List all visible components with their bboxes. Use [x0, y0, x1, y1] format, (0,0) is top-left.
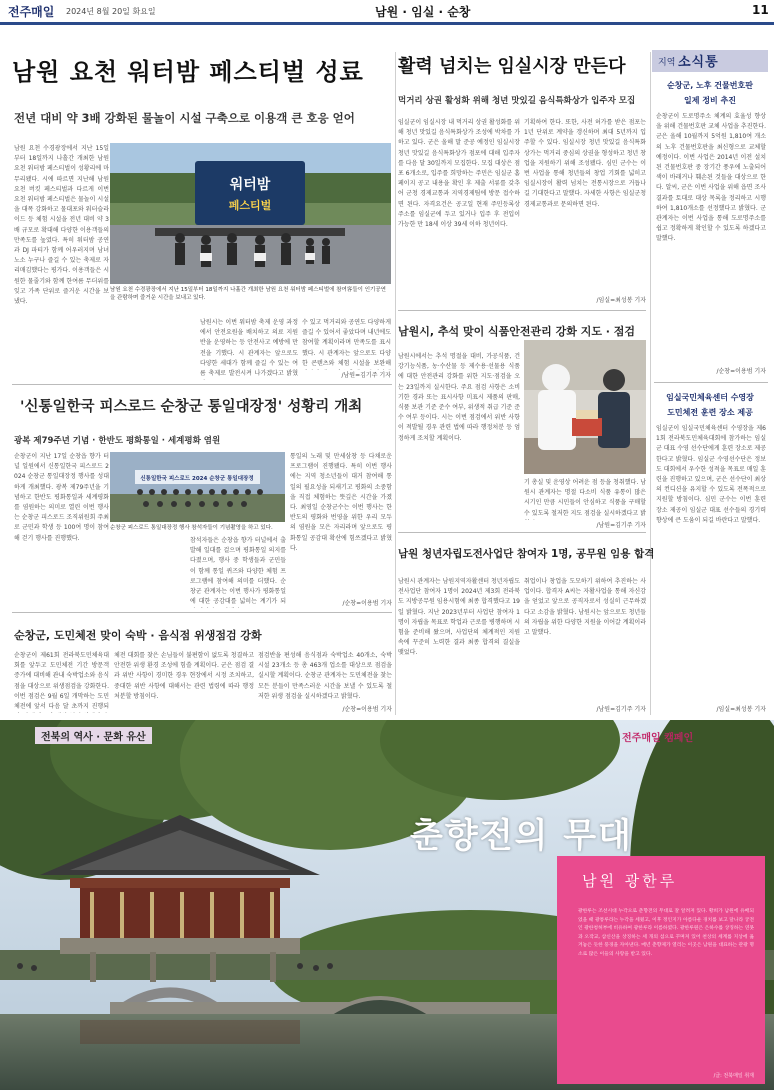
campaign-panel-body: 광한루는 조선시대 누각으로 춘향전의 무대로 잘 알려져 있다. 황희가 남원에 유배되었을 때 광통루라는 누각을 세웠고, 이후 정인지가 아름다운 경치를 보고 달나라 궁전인 광한청허부에 비유하여 광한루라 이름하였다. 광한루원은 은하수를 상징하는 연못과 오작교, 삼신산을 상징하는 세 개의 섬으로 꾸며져 있어 천상의 세계를 지상에 옮겨놓은 듯한 풍경을 자아낸다. 매년 춘향제가 열리는 이곳은 남원을 대표하는 관광 명소로 많은 이들의 사랑을 받고 있다.: [578, 909, 754, 957]
foodsafety-headline: 남원시, 추석 맞이 식품안전관리 강화 지도 · 점검: [398, 325, 636, 338]
hygiene-byline: /순창=이용범 기자: [342, 706, 392, 713]
unification-photo-caption: 순창군 피스로드 통일대장정 행사 참석자들이 기념촬영을 하고 있다.: [110, 525, 273, 531]
sidebar-item2-headline-2: 도민체전 훈련 장소 제공: [667, 408, 753, 417]
newspaper-name: 전주매일: [8, 5, 55, 19]
lead-body-right: 수 있고 먹거리와 공연도 다양하게 즐길 수 있어서 좋았다며 내년에도 참여할 계획이라며 만족도를 표시했다. 시 관계자는 앞으로도 다양한 콘텐츠와 체험 시설을 보완해: [302, 319, 391, 367]
sidebar-item2-byline: /임실=최성봉 기자: [716, 706, 766, 713]
youthgov-headline: 남원 청년자립도전사업단 참여자 1명, 공무원 임용 합격: [398, 548, 655, 560]
hygiene-body-right: 점검반을 편성해 음식점과 숙박업소 40개소, 숙박시설 23개소 등 총 463개 업소를 대상으로 점검을 실시할 계획이다. 순창군 관계자는 도민체전을 찾는 모든 분들이 만족스러운 시간을 보낼 수 있도록 철저한 위생 점검을 실시하겠다고 밝혔다.: [258, 652, 392, 700]
sidebar-label: 지역: [658, 58, 676, 68]
column-divider: [395, 52, 396, 715]
hygiene-body-mid: 체전 대회를 찾은 손님들이 불편함이 없도록 청결하고 안전한 위생 환경 조성에 힘쓸 계획이다. 군은 점검 결과 위반 사항이 경미한 경우 현장에서 시정 조치하고, 중대한 위반 사항에 대해서는 관련 법령에 따라 행정처분할 방침이다.: [114, 652, 254, 700]
divider: [12, 384, 392, 385]
unification-headline: '신통일한국 피스로드 순창군 통일대장정' 성황리 개최: [20, 399, 363, 415]
unification-photo: [110, 452, 285, 522]
foodsafety-byline: /남원=김기주 기자: [596, 522, 646, 529]
campaign-panel-title: 남원 광한루: [582, 872, 678, 890]
divider: [398, 310, 646, 311]
svg-text:페스티벌: 페스티벌: [228, 199, 272, 212]
column-divider: [650, 52, 651, 715]
market-body-right: 기획하여 한다. 또한, 사전 허가를 받은 점포는 1년 단위로 계약을 갱신하며 최대 5년까지 입주할 수 있다. 임실시장 청년 맛있길 음식특화상가는 먹거리 중심의 상권을 형성하고 청년 창업을 지원하기 위해 조성됐다. 심민 군수는 이번 사업을 통해 청년들의 창업 기회를 넓히고 임실시장이 활력 넘치는 전통시장으로 거듭나길 기대한다고 말했다. 자세한 사항은 임실군청 경제교통과로 문의하면 된다.: [524, 119, 646, 208]
market-byline: /임실=최성봉 기자: [596, 297, 646, 304]
market-subhead: 먹거리 상권 활성화 위해 청년 맛있길 음식특화상가 입주자 모집: [398, 96, 636, 106]
market-body-left: 임실군이 임실시장 내 먹거리 상권 활성화를 위해 청년 맛있길 음식특화상가 조성에 박차를 가하고 있다. 군은 올해 말 준공 예정인 임실시장 청년 맛있길 음식특화상가 점포에 대해 입주자를 다음 달 30일까지 모집한다. 모집 대상은 점포 6개소로, 입주를 희망하는 주민은 임실군 홈페이지 공고 내용을 확인 후 제출 서류를 갖추어 군청 경제교통과 지역경제팀에 방문 접수하면 된다. 자격요건은 공고일 현재 주민등록상 주소를 임실군에 두고 있거나 입주 후 전입이 가능한 만 18세 이상 39세 이하 청년이다.: [398, 119, 520, 229]
issue-date: 2024년 8월 20일 화요일: [66, 7, 156, 16]
section-name: 남원 · 임실 · 순창: [375, 5, 471, 19]
lead-headline: 남원 요천 워터밤 페스티벌 성료: [12, 58, 364, 86]
header-rule: [0, 22, 774, 25]
lead-photo: [110, 143, 391, 284]
sidebar-item2-body: 임실군이 임실국민체육센터 수영장을 제61회 전라북도민체육대회에 참가하는 임실군 대표 수영 선수단에게 훈련 장소로 제공한다고 밝혔다. 임실군 수영선수단은 정보도 대회에서 우수한 성적을 목표로 매일 훈련을 진행하고 있으며, 군은 선수단이 최상의 컨디션을 유지할 수 있도록 전폭적으로 지원할 방침이다. 심민 군수는 이번 훈련 장소 제공이 임실군 대표 선수들의 경기력 향상에 큰 도움이 되길 바란다고 말했다.: [656, 425, 766, 524]
foodsafety-photo: [524, 340, 646, 474]
youthgov-body-right: 취업이나 창업을 도모하기 위하여 추진하는 사업이다. 합격자 A씨는 자활사업을 통해 자신감을 얻었고 앞으로 공직자로서 성실히 근무하겠다고 소감을 밝혔다. 남원시는 앞으로도 청년들의 자립을 위한 다양한 지원을 이어갈 계획이라고 말했다.: [524, 578, 646, 637]
lead-byline: /남원=김기주 기자: [341, 372, 391, 379]
hygiene-body-left: 순창군이 제61회 전라북도민체육대회를 앞두고 도민체전 기간 방문객 증가에 대비해 관내 숙박업소와 음식점을 대상으로 위생점검을 강화한다. 이번 점검은 9월 6일 개막하는 도민체전에 앞서 다음 달 초까지 진행되: [14, 652, 109, 711]
page-number: 11: [752, 3, 769, 17]
sidebar-item1-headline: 순창군, 노후 건물번호판: [667, 81, 753, 90]
campaign-label: 전주매일 캠페인: [622, 733, 694, 744]
lead-photo-caption: 남원 요천 수경광장에서 지난 15일부터 18일까지 나흘간 개최한 남원 요천 워터밤 페스티벌에 참여客들이 인기공연을 관람하며 즐거운 시간을 보내고 있다.: [110, 287, 387, 301]
sidebar-title: 소식통: [678, 55, 719, 70]
market-headline: 활력 넘치는 임실시장 만든다: [398, 56, 626, 77]
hygiene-headline: 순창군, 도민체전 맞이 숙박 · 음식점 위생점검 강화: [14, 629, 262, 642]
sidebar-item2-headline: 임실국민체육센터 수영장: [666, 393, 754, 402]
sidebar-item1-body: 순창군이 도로명주소 체계의 효율성 향상을 위해 건물번호판 교체 사업을 추진한다. 군은 올해 10월까지 5억원 1,810여 개소의 노후 건물번호판을 최신형으로 교체할 예정이다. 이번 사업은 2014년 이전 설치된 건물번호판 중 장기간 풍우에 노출되어 색이 바래거나 훼손된 것들을 대상으로 한다. 알씨, 군은 이번 사업을 위해 읍면 조사 결과를 토대로 대상 목록을 정리하고 시행하여 1,810개소를 선정했다고 밝혔다. 군 관계자는 이번 사업을 통해 도로명주소를 쉽고 정확하게 확인할 수 있도록 하겠다고 말했다.: [656, 113, 766, 243]
unification-body-right: 통일의 노래 및 만세삼창 등 다채로운 프로그램이 진행됐다. 특히 이번 행사에는 지역 청소년들이 대거 참여해 통일의 필요성을 되새기고 평화의 소중함을 직접 체험하는 뜻깊은 시간을 가졌다. 최영일 순창군수는 이번 행사는 한반도의 평화와 번영을 위한 우리 모두의 염원을 모은 자리라며 앞으로도 평화통일 공감대 확산에 힘쓰겠다고 밝혔다.: [290, 453, 392, 552]
divider: [398, 532, 646, 533]
unification-subhead: 광복 제79주년 기념 · 한반도 평화통일 · 세계평화 염원: [14, 436, 221, 446]
divider: [12, 612, 392, 613]
svg-text:신통일한국 피스로드 2024 순창군 통일대장정: 신통일한국 피스로드 2024 순창군 통일대장정: [140, 476, 254, 482]
lead-body-mid: 남원시는 이번 워터밤 축제 운영 과정에서 안전요원을 배치하고 의료 지원반을 운영하는 등 안전사고 예방에 만전을 기했다. 시 관계자는 앞으로도 다양한 세대가 함께 즐길 수 있는 여름 축제로 발전시켜 나가겠다고 밝혔: [200, 319, 298, 378]
sidebar-item1-byline: /순창=이용범 기자: [716, 368, 766, 375]
lead-body-left: 남원 요천 수경광장에서 지난 15일부터 18일까지 나흘간 개최한 남원 요천 워터밤 페스티벌이 성황리에 마무리됐다. 시에 따르면 지난해 남원 요천 버킷 페스티벌과 다르게 이번 요천 워터밤 페스티벌은 물놀이 시설을 대폭 강화하고 물대포와 워터슬라이드 등 체험 시설을 전년 대비 약 3배 규모로 확대해 다양한 이용객들의 만족도를 높였다. 특히 워터밤 공연과 DJ 파티가 함께 어우러지며 남녀노소 누구나 즐길 수 있는 축제로 자리매김했다는 평가다. 이용객들은 시원한 물줄기와 함께 한여름 무더위를 잊고 가족 단위로 즐거운 시간을 보냈다.: [14, 145, 109, 306]
unification-byline: /순창=이용범 기자: [342, 600, 392, 607]
campaign-panel-byline: /글: 전북매일 취재: [713, 1073, 754, 1079]
svg-text:워터밤: 워터밤: [229, 177, 271, 193]
unification-body-left: 순창군이 지난 17일 순창읍 향가 터널 일원에서 신통일한국 피스로드 2024 순창군 통일대장정 행사를 성대하게 개최했다. 광복 제79주년을 기념하고 한반도 평화통일과 세계평화를 염원하는 의미로 열린 이번 행사는 순창군 피스로드 조직위원회 주최로 군민과 학생 등 100여 명이 참여해 걷기 행사를 진행했다.: [14, 453, 109, 542]
series-tag: 전북의 역사 · 문화 유산: [35, 727, 152, 744]
campaign-title: 춘향전의 무대: [410, 816, 633, 856]
youthgov-byline: /남원=김기주 기자: [596, 706, 646, 713]
sidebar-item1-headline-2: 일제 정비 추진: [684, 96, 736, 105]
foodsafety-body-right: 기 총실 및 운영상 어려운 점 등을 청취했다. 남원시 관계자는 명절 다소비 식품 유통이 많은 시기인 만큼 시민들이 안심하고 식품을 구매할 수 있도록 철저한 지도 점검을 실시하겠다고 밝: [524, 479, 646, 517]
foodsafety-body-left: 남원시에서는 추석 명절을 대비, 가공식품, 건강기능식품, 농·수산물 등 제수용·선물용 식품에 대한 안전관리 강화를 위한 지도·점검을 오는 23일까지 실시한다. 주요 점검 사항은 소비기한 경과 또는 표시사항 미표시 제품의 판매, 식품 보관 기준 준수 여부, 위생적 취급 기준 준수 여부 등이다. 시는 이번 점검에서 위반 사항이 적발될 경우 관련 법에 따라 행정처분 등 엄정하게 조치할 계획이다.: [398, 353, 520, 442]
page-header: [0, 0, 774, 22]
unification-body-mid: 참석자들은 순창읍 향가 터널에서 출발해 일대를 걸으며 평화통일 의지를 다졌으며, 행사 중 학생들과 군민들이 함께 통일 퀴즈와 다양한 체험 프로그램에 참여해 의미를 더했다. 순창군 관계자는 이번 행사가 평화통일에 대한 공감대를 넓히는 계기가 되: [190, 537, 286, 606]
youthgov-body-left: 남원시 관계자는 남원지역자활센터 청년자립도전사업단 참여자 1명이 2024년 제3회 전라북도 지방공무원 임용시험에 최종 합격했다고 19일 밝혔다. 지난 2023년부터 사업단 참여자 1명이 자립을 목표로 학업과 근로를 병행하며 시험을 준비해 왔으며, 사업단의 체계적인 지원 속에 꾸준히 노력한 결과 최종 합격의 결실을 맺었다.: [398, 578, 520, 657]
lead-subhead: 전년 대비 약 3배 강화된 물놀이 시설 구축으로 이용객 큰 호응 얻어: [14, 111, 355, 125]
divider: [654, 382, 768, 383]
